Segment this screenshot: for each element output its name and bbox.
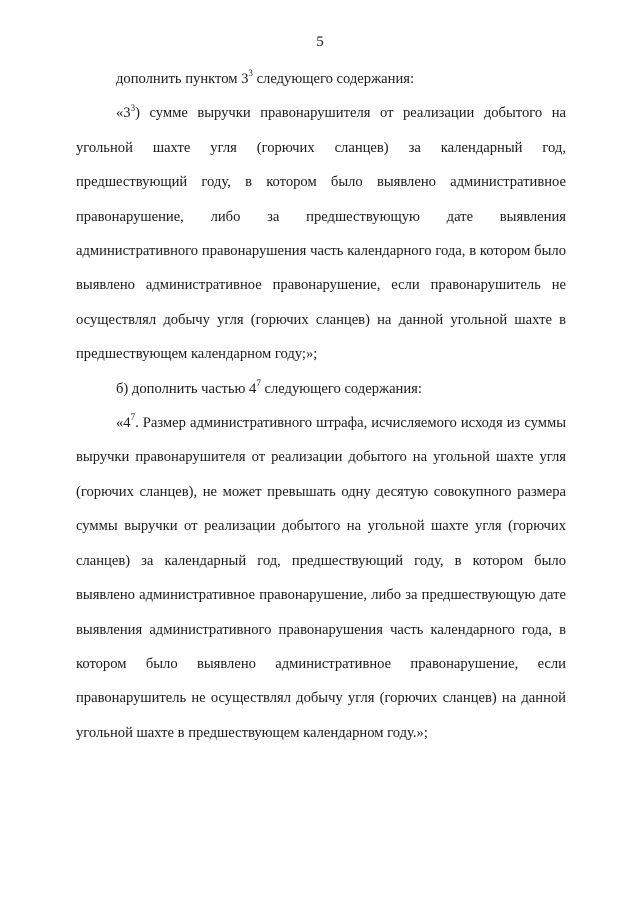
text-fragment: «4 <box>116 415 131 432</box>
text-fragment: следующего содержания: <box>260 380 422 397</box>
document-body <box>76 62 566 750</box>
superscript-index: 7 <box>256 377 261 388</box>
page-number: 5 <box>316 34 324 50</box>
paragraph-point-3-3 <box>76 96 566 371</box>
text-fragment: . Размер административного штрафа, исчисляемого исходя из суммы выручки правонарушителя от реализации добытого на угольной шахте угля (горючих сланцев), не может превышать одну десятую совокупного размера суммы выручки от реализации добытого на угольной шахте угля (горючих сланцев) за календарный год, предшествующий году, в котором было выявлено административное правонарушение, либо за предшествующую дате выявления административного правонарушения часть календарного года, в котором было выявлено административное правонарушение, если правонарушитель не осуществлял добычу угля (горючих сланцев) на данной угольной шахте в предшествующем календарном году.»; <box>76 415 566 741</box>
text-fragment: дополнить пунктом 3 <box>116 71 249 87</box>
text-fragment: «3 <box>116 105 131 122</box>
superscript-index: 7 <box>130 412 136 423</box>
text-fragment: б) дополнить частью 4 <box>116 380 257 397</box>
paragraph-part-4-7 <box>76 406 566 750</box>
text-fragment: следующего содержания: <box>252 71 415 87</box>
paragraph-intro-point-3-3 <box>76 62 566 96</box>
text-fragment: ) сумме выручки правонарушителя от реализации добытого на угольной шахте угля (горючих сланцев) за календарный год, предшествующий году, в котором было выявлено административное правонарушение, либо за предшествующую дате выявления административного правонарушения часть календарного года, в котором было выявлено административное правонарушение, если правонарушитель не осуществлял добычу угля (горючих сланцев) на данной угольной шахте в предшествующем календарном году;»; <box>76 105 566 363</box>
paragraph-intro-part-4-7 <box>76 372 566 406</box>
superscript-index: 3 <box>130 102 136 113</box>
superscript-index: 3 <box>248 68 253 79</box>
